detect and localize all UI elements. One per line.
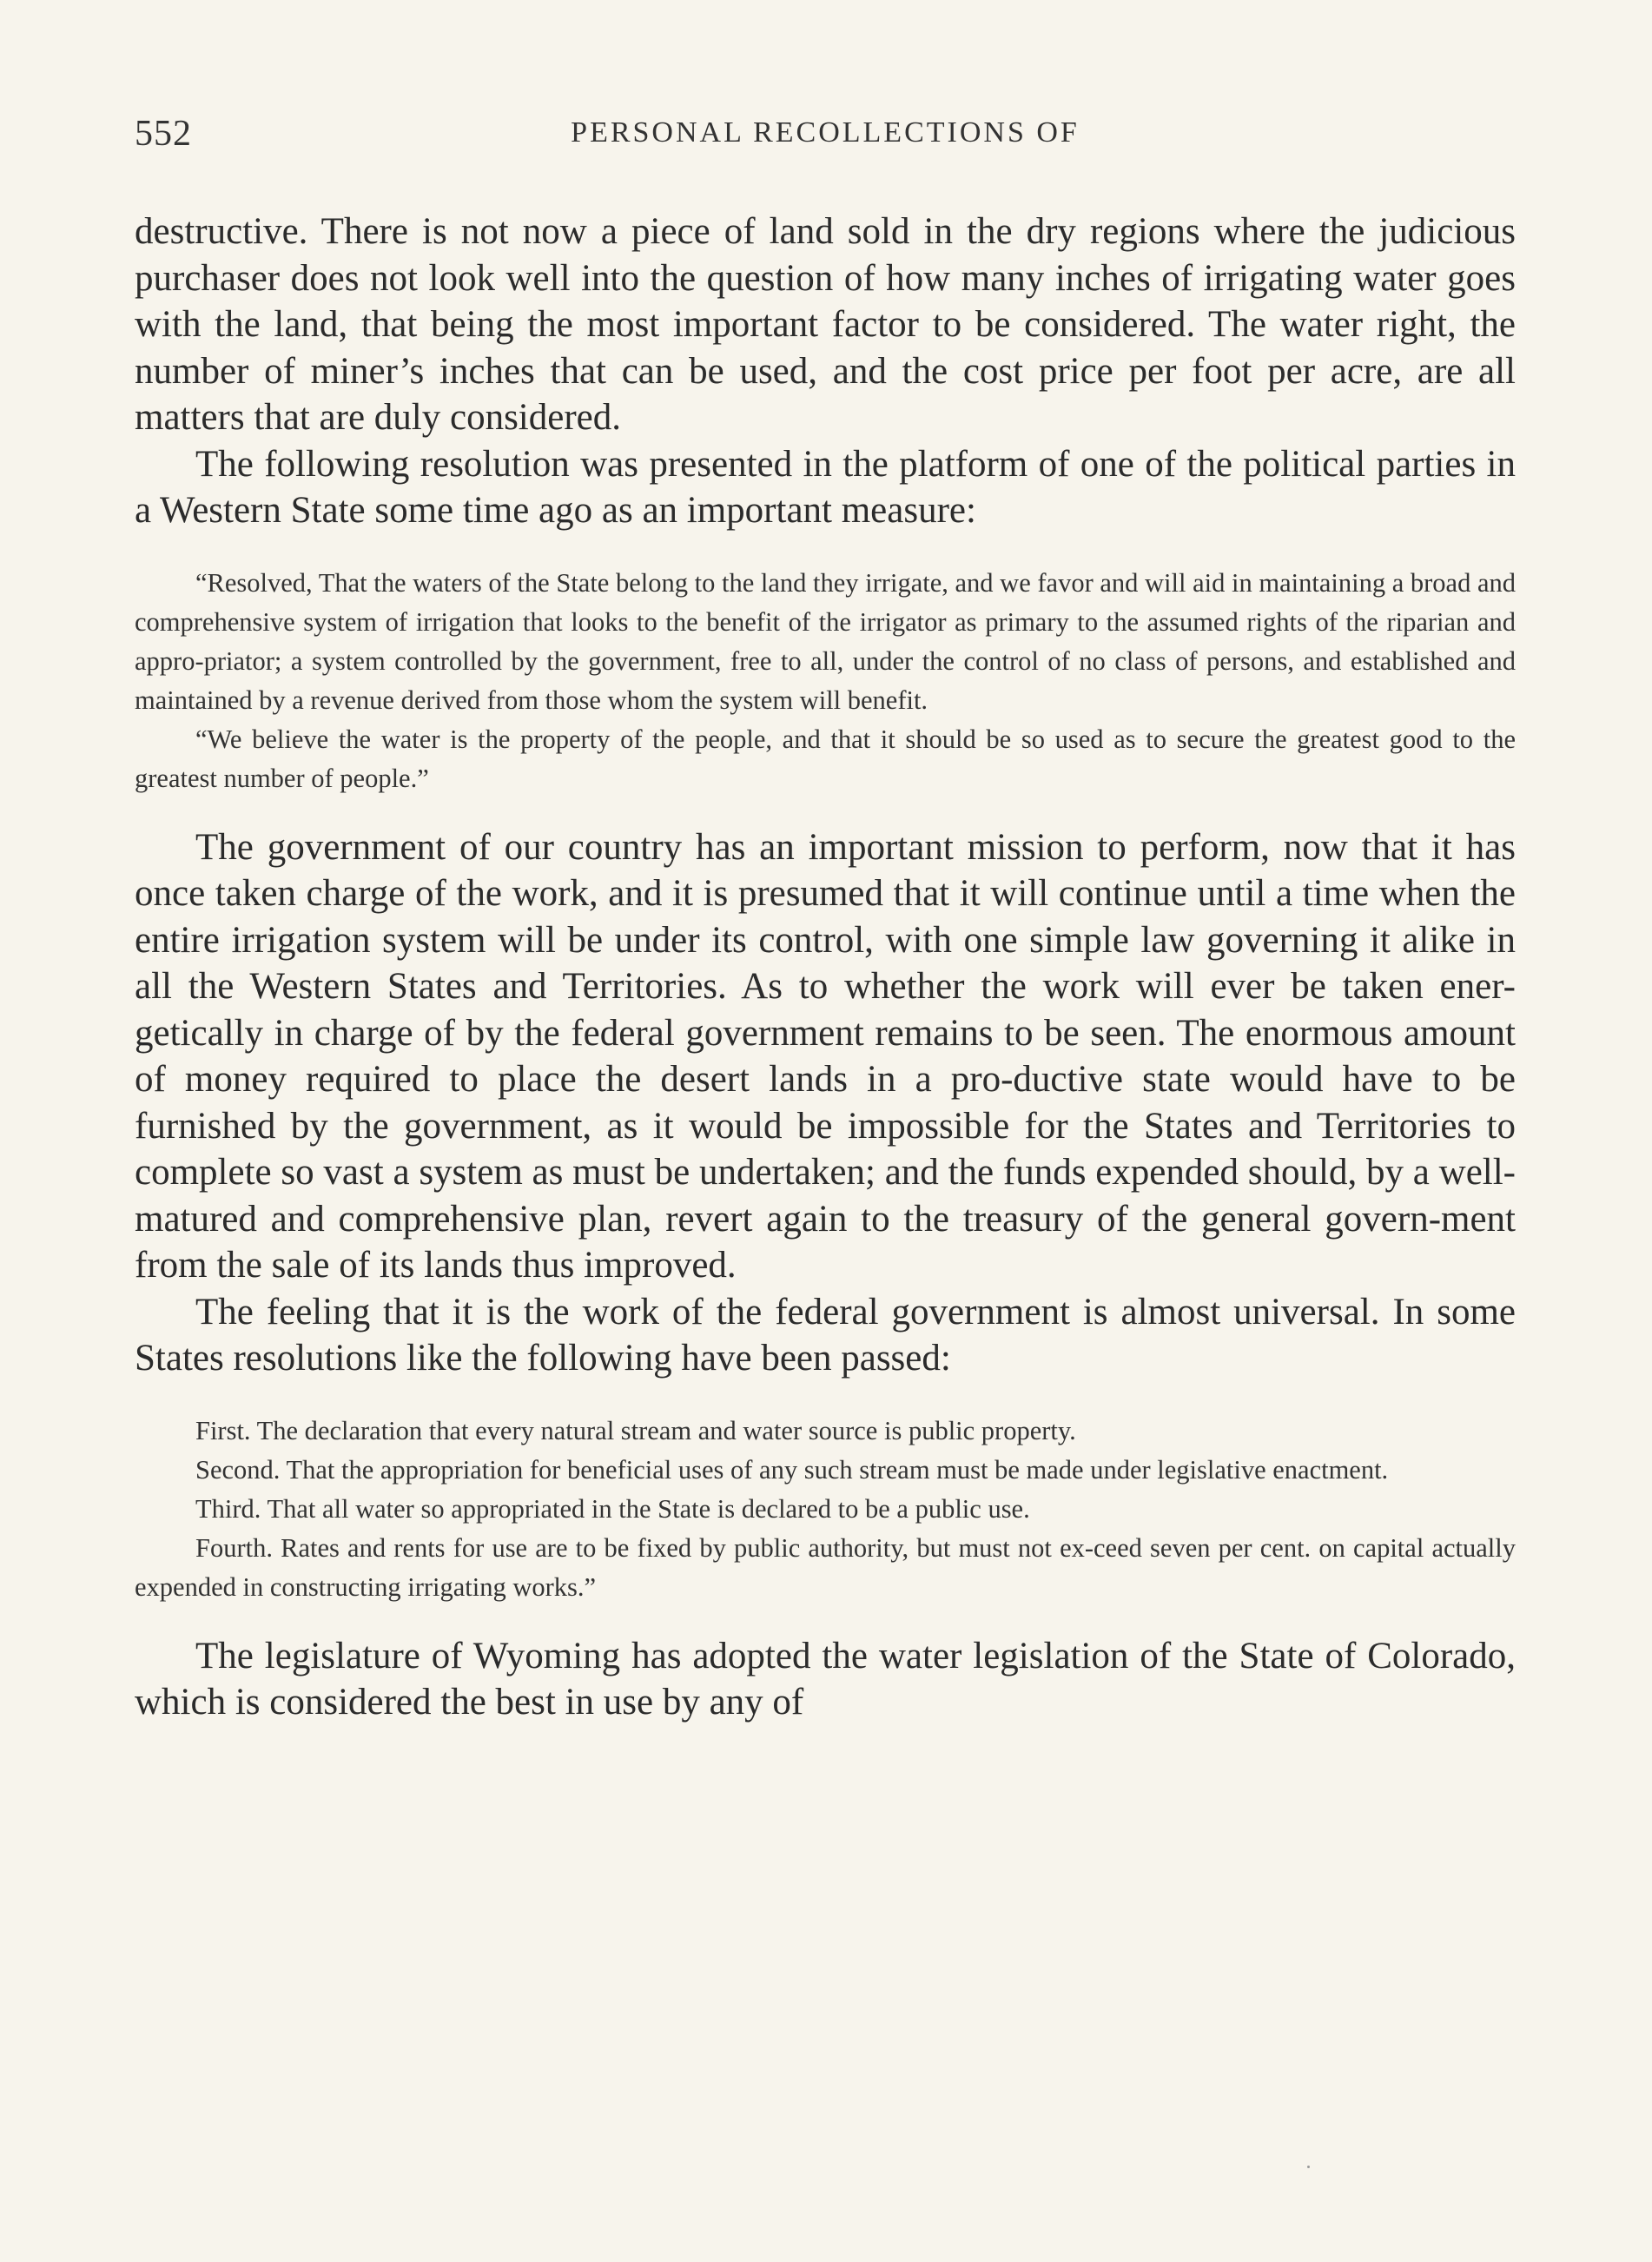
page-header — [135, 113, 1516, 163]
paragraph-5: The legislature of Wyoming has adopted the water legislation of the State of Colorado, which is considered the best in use by any of — [135, 1635, 1516, 1723]
page-number: 552 — [135, 114, 192, 154]
list-item-third: Third. That all water so appropriated in the State is declared to be a public use. — [195, 1493, 1030, 1524]
paragraph-4: The feeling that it is the work of the federal government is almost universal. In some States resolutions like the following have been passed: — [135, 1291, 1516, 1379]
paragraph-1: destructive. There is not now a piece of land sold in the dry regions where the judicious purchaser does not look well into the question of how many inches of irrigating water goes with the land, that being the most important factor to be considered. The water right, the number of miner’s inches that can be used, and the cost price per foot per acre, are all matters that are duly considered. — [135, 211, 1516, 438]
book-page — [135, 113, 1516, 2198]
list-item-fourth: Fourth. Rates and rents for use are to be fixed by public authority, but must not ex-ceed seven per cent. on capital actually expended in constructing irrigating works.” — [135, 1532, 1516, 1602]
paper-speck — [1307, 2166, 1310, 2168]
list-item-first: First. The declaration that every natural stream and water source is public property. — [195, 1415, 1076, 1445]
quote-paragraph-1: “Resolved, That the waters of the State belong to the land they irrigate, and we favor and will aid in maintaining a broad and comprehensive system of irrigation that looks to the benefit of the irrigator as primary to the assumed rights of the riparian and appro-priator; a system controlled by the government, free to all, under the control of no class of persons, and established and maintained by a revenue derived from those whom the system will benefit. — [135, 567, 1516, 715]
resolution-quote — [135, 564, 1516, 798]
list-item-second: Second. That the appropriation for beneficial uses of any such stream must be made under legislative enactment. — [195, 1454, 1389, 1485]
quote-paragraph-2: “We believe the water is the property of the people, and that it should be so used as to secure the greatest good to the greatest number of people.” — [135, 724, 1516, 793]
running-head: PERSONAL RECOLLECTIONS OF — [571, 116, 1080, 149]
paragraph-2: The following resolution was presented in the platform of one of the political parties in a Western State some time ago as an important measure: — [135, 443, 1516, 531]
resolution-list — [135, 1412, 1516, 1607]
paragraph-3: The government of our country has an important mission to perform, now that it has once taken charge of the work, and it is presumed that it will continue until a time when the entire irrigation system will be under its control, with one simple law governing it alike in all the Western States and Territories. As to whether the work will ever be taken ener-getically in charge of by the federal government remains to be seen. The enormous amount of money required to place the desert lands in a pro-ductive state would have to be furnished by the government, as it would be impossible for the States and Territories to complete so vast a system as must be undertaken; and the funds expended should, by a well-matured and comprehensive plan, revert again to the treasury of the general govern-ment from the sale of its lands thus improved. — [135, 826, 1516, 1286]
